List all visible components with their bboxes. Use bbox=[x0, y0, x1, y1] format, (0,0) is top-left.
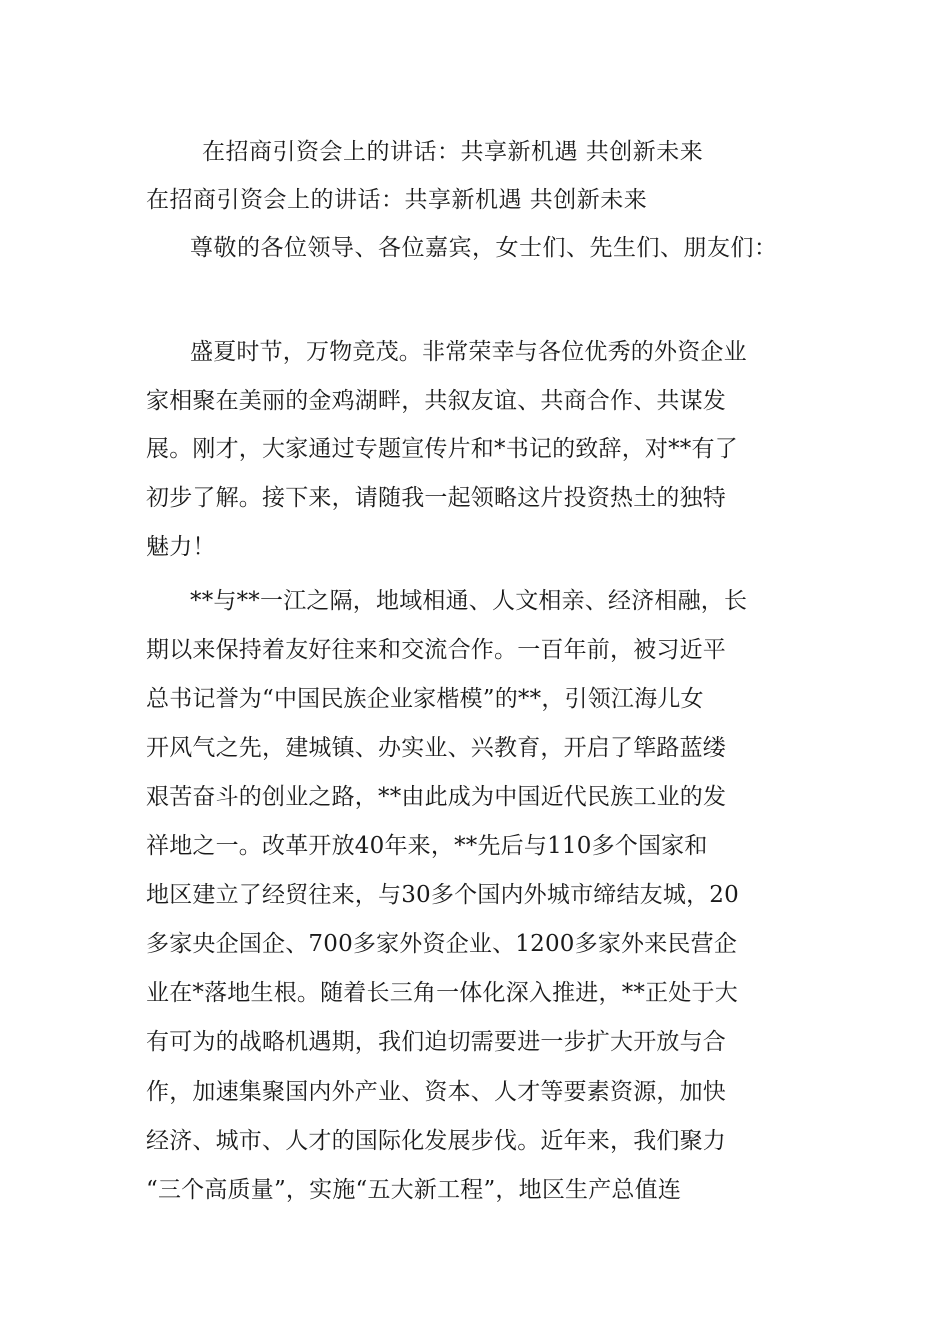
paragraph-2-line: 经济、城市、人才的国际化发展步伐。近年来，我们聚力 bbox=[146, 1128, 726, 1154]
paragraph-2-line: 业在*落地生根。随着长三角一体化深入推进，**正处于大 bbox=[146, 980, 738, 1006]
paragraph-2-line: 期以来保持着友好往来和交流合作。一百年前，被习近平 bbox=[146, 637, 726, 663]
paragraph-2-line: 总书记誉为“中国民族企业家楷模”的**，引领江海儿女 bbox=[146, 686, 704, 712]
paragraph-1-line: 初步了解。接下来，请随我一起领略这片投资热土的独特 bbox=[146, 485, 726, 511]
paragraph-2-line: 作，加速集聚国内外产业、资本、人才等要素资源，加快 bbox=[146, 1079, 726, 1105]
salutation: 尊敬的各位领导、各位嘉宾，女士们、先生们、朋友们： bbox=[190, 235, 778, 261]
document-title: 在招商引资会上的讲话：共享新机遇 共创新未来 bbox=[202, 139, 704, 165]
paragraph-2-line: 开风气之先，建城镇、办实业、兴教育，开启了筚路蓝缕 bbox=[146, 735, 726, 761]
paragraph-2-line: “三个高质量”，实施“五大新工程”，地区生产总值连 bbox=[146, 1177, 682, 1203]
paragraph-2-line: **与**一江之隔，地域相通、人文相亲、经济相融，长 bbox=[190, 588, 748, 614]
document-subtitle: 在招商引资会上的讲话：共享新机遇 共创新未来 bbox=[146, 187, 648, 213]
paragraph-2-line: 祥地之一。改革开放40年来，**先后与110多个国家和 bbox=[146, 833, 708, 859]
paragraph-1-line: 魅力！ bbox=[146, 534, 216, 560]
paragraph-2-line: 有可为的战略机遇期，我们迫切需要进一步扩大开放与合 bbox=[146, 1029, 726, 1055]
paragraph-2-line: 多家央企国企、700多家外资企业、1200多家外来民营企 bbox=[146, 931, 738, 957]
paragraph-2-line: 艰苦奋斗的创业之路，**由此成为中国近代民族工业的发 bbox=[146, 784, 727, 810]
paragraph-2-line: 地区建立了经贸往来，与30多个国内外城市缔结友城，20 bbox=[146, 882, 739, 908]
paragraph-1-line: 盛夏时节，万物竞茂。非常荣幸与各位优秀的外资企业 bbox=[190, 339, 747, 365]
paragraph-1-line: 展。刚才，大家通过专题宣传片和*书记的致辞，对**有了 bbox=[146, 436, 738, 462]
paragraph-1-line: 家相聚在美丽的金鸡湖畔，共叙友谊、共商合作、共谋发 bbox=[146, 388, 726, 414]
